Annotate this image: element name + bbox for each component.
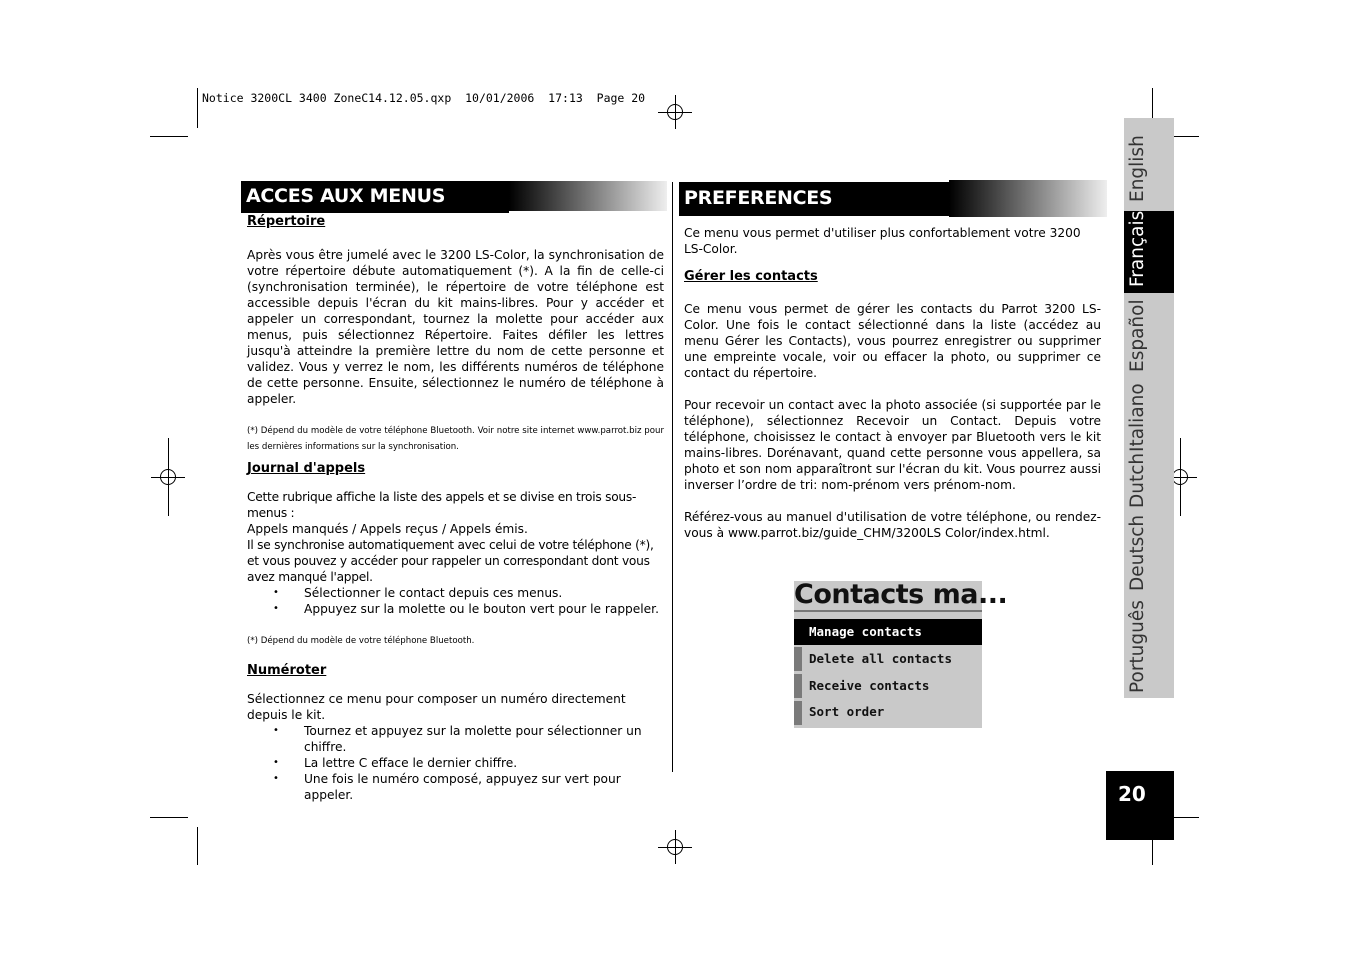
journal-line-1: Cette rubrique affiche la liste des appels et se divise en trois sous-menus : xyxy=(247,490,637,520)
language-tab-dutch: Dutch xyxy=(1127,452,1148,508)
numeroter-intro: Sélectionnez ce menu pour composer un numéro directement depuis le kit. xyxy=(247,692,626,722)
header-gradient xyxy=(949,180,1107,217)
gerer-paragraph-2: Pour recevoir un contact avec la photo associée (si supportée par le téléphone), sélectionnez Recevoir un Contact. Depuis votre téléphone, choisissez le contact à envoyer par Bluetooth vers le kit mains-libres. Dorénavant, quand cette personne vous appellera, sa photo et son nom apparaîtront sur l'écran du kit. Vous pourrez aussi inverser l’ordre de tri: nom-prénom vers prénom-nom. xyxy=(684,398,1101,492)
phone-screen-separator xyxy=(794,610,982,612)
heading-journal-appels: Journal d'appels xyxy=(247,461,366,476)
repertoire-footnote: (*) Dépend du modèle de votre téléphone Bluetooth. Voir notre site internet www.parrot.biz pour les dernières informations sur la synchronisation. xyxy=(247,426,664,452)
phone-menu-item-receive: Receive contacts xyxy=(809,678,930,693)
heading-gerer-contacts: Gérer les contacts xyxy=(684,269,818,284)
list-item: • Appuyez sur la molette ou le bouton vert pour le rappeler. xyxy=(273,602,659,616)
section-header-acces-aux-menus xyxy=(241,181,509,213)
left-column xyxy=(247,213,664,803)
repertoire-body: Après vous être jumelé avec le 3200 LS-Color, la synchronisation de votre répertoire débute automatiquement (*). A la fin de celle-ci (synchronisation terminée), le répertoire de votre téléphone est accessible depuis l'écran du kit mains-libres. Pour y accéder et appeler un correspondant, tournez la molette pour accéder aux menus, puis sélectionnez Répertoire. Faites défiler les lettres jusqu'à atteindre la première lettre du nom de cette personne et validez. Vous y verrez le nom, les différents numéros de téléphone de cette personne. Ensuite, sélectionnez le numéro de téléphone à appeler. xyxy=(247,248,664,406)
page-number: 20 xyxy=(1118,782,1146,806)
gerer-paragraph-3: Référez-vous au manuel d'utilisation de votre téléphone, ou rendez-vous à www.parrot.biz/guide_CHM/3200LS Color/index.html. xyxy=(684,510,1101,540)
preferences-intro: Ce menu vous permet d'utiliser plus confortablement votre 3200 LS-Color. xyxy=(684,226,1081,256)
header-gradient xyxy=(509,181,667,211)
language-tab-deutsch: Deutsch xyxy=(1127,514,1148,591)
language-tab-italiano: Italiano xyxy=(1127,383,1148,452)
language-tab-espanol: Español xyxy=(1127,299,1148,372)
phone-screen-contacts-menu xyxy=(794,579,1008,728)
phone-screen-title: Contacts ma... xyxy=(794,579,1008,610)
journal-line-3: Il se synchronise automatiquement avec celui de votre téléphone (*), et vous pouvez y accéder pour rappeler un correspondant dont vous avez manqué l'appel. xyxy=(247,538,654,584)
right-column xyxy=(684,225,1101,541)
gerer-paragraph-1: Ce menu vous permet de gérer les contacts du Parrot 3200 LS-Color. Une fois le contact sélectionné dans la liste (accédez au menu Gérer les Contacts), vous pourrez enregistrer ou supprimer une empreinte vocale, voir ou effacer la photo, ou supprimer ce contact du répertoire. xyxy=(684,302,1101,380)
heading-numeroter: Numéroter xyxy=(247,663,327,678)
section-title: PREFERENCES xyxy=(684,187,833,209)
section-title: ACCES AUX MENUS xyxy=(246,185,446,207)
language-tab-francais: Français xyxy=(1127,210,1148,287)
registration-mark-top xyxy=(658,95,692,129)
page-number-box xyxy=(1106,771,1174,840)
journal-line-2: Appels manqués / Appels reçus / Appels émis. xyxy=(247,522,528,536)
list-item: • La lettre C efface le dernier chiffre. xyxy=(273,756,518,770)
registration-mark-bottom xyxy=(658,830,692,864)
registration-line-right xyxy=(1180,438,1181,516)
list-item: • Tournez et appuyez sur la molette pour sélectionner un chiffre. xyxy=(273,724,642,754)
language-tab-english: English xyxy=(1127,135,1148,202)
heading-repertoire: Répertoire xyxy=(247,214,326,229)
journal-footnote: (*) Dépend du modèle de votre téléphone Bluetooth. xyxy=(247,636,475,646)
phone-menu-item-sort: Sort order xyxy=(809,704,885,719)
registration-line-left xyxy=(168,438,169,516)
phone-menu-item-delete: Delete all contacts xyxy=(809,651,952,666)
column-divider xyxy=(672,182,673,772)
print-slug: Notice 3200CL 3400 ZoneC14.12.05.qxp 10/01/2006 17:13 Page 20 xyxy=(202,91,646,105)
phone-menu-item-manage: Manage contacts xyxy=(794,619,982,645)
language-tab-portugues: Português xyxy=(1127,600,1148,693)
list-item: • Sélectionner le contact depuis ces menus. xyxy=(273,586,563,600)
list-item: • Une fois le numéro composé, appuyez sur vert pour appeler. xyxy=(273,772,621,802)
section-header-preferences xyxy=(679,182,949,216)
